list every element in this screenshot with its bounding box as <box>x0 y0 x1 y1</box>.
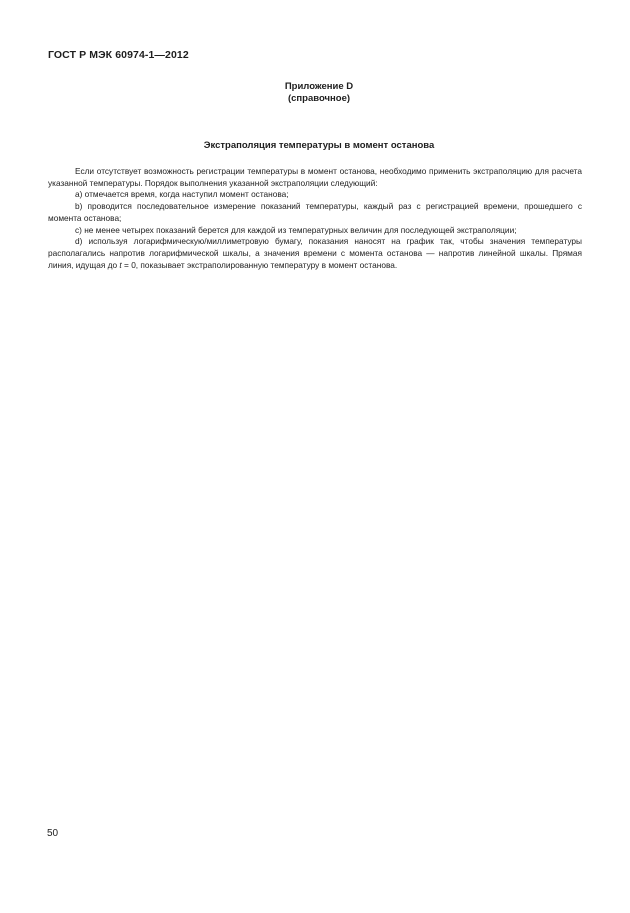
appendix-heading <box>0 81 630 105</box>
page-number: 50 <box>47 828 59 839</box>
body-text <box>48 166 582 271</box>
list-item-d-end: = 0, показывает экстраполированную температуру в момент останова. <box>121 259 398 270</box>
section-title: Экстраполяция температуры в момент останова <box>203 140 435 151</box>
document-header: ГОСТ Р МЭК 60974-1—2012 <box>48 49 189 61</box>
list-item-c: с) не менее четырех показаний берется для каждой из температурных величин для последующей экстраполяции; <box>75 224 517 235</box>
appendix-subtitle: (справочное) <box>287 93 351 104</box>
variable-t: t <box>119 259 122 270</box>
list-item-a: а) отмечается время, когда наступил момент останова; <box>75 189 289 200</box>
list-item-d <box>48 236 582 271</box>
paragraph-intro: Если отсутствует возможность регистрации температуры в момент останова, необходимо применить экстраполяцию для расчета указанной температуры. Порядок выполнения указанной экстраполяции следующий: <box>48 166 582 188</box>
appendix-title: Приложение D <box>284 81 354 92</box>
list-item-b: b) проводится последовательное измерение показаний температуры, каждый раз с регистрацией времени, прошедшего с момента останова; <box>48 201 582 223</box>
list-item-d-start: d) используя логарифмическую/миллиметровую бумагу, показания наносят на график так, чтобы значения температуры располагались напротив логарифмической шкалы, а значения времени с момента останова — напротив линейной шкалы. Прямая линия, идущая до <box>48 236 582 270</box>
